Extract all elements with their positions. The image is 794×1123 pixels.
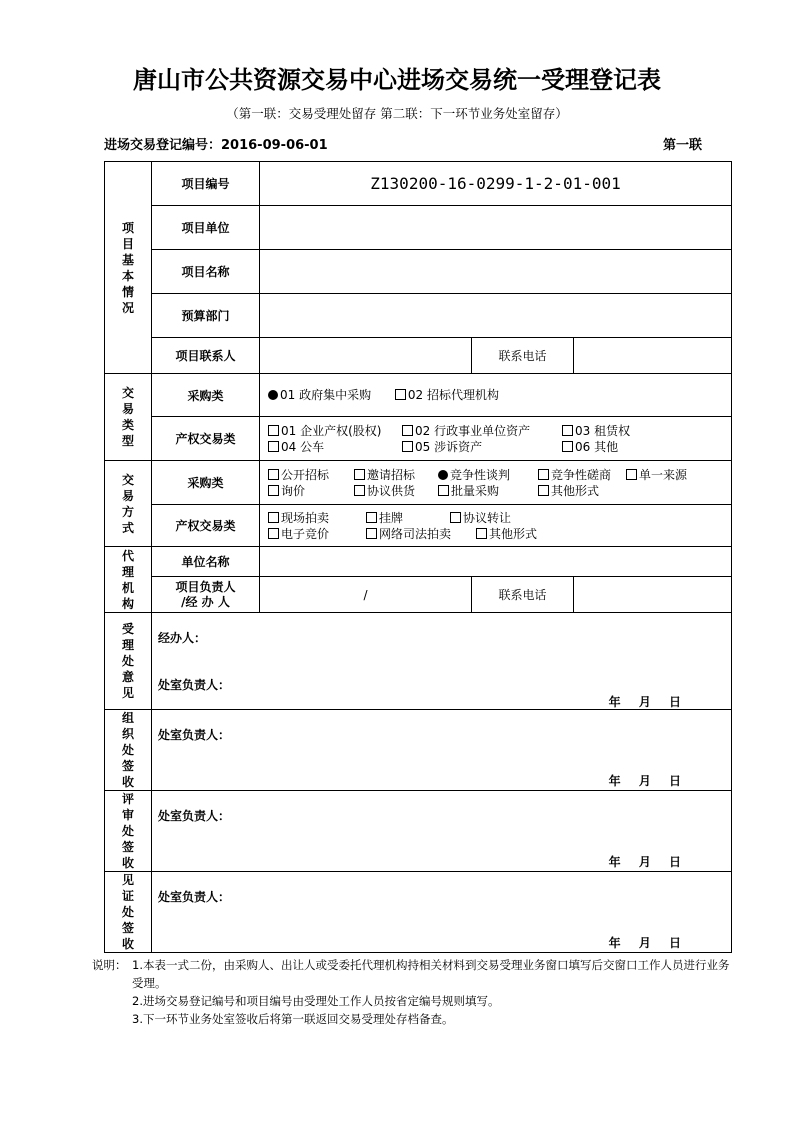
option-label: 竞争性磋商 [551, 467, 612, 482]
note-item [92, 992, 732, 1010]
project-code-value[interactable]: Z130200-16-0299-1-2-01-001 [260, 162, 732, 206]
checkbox-icon [402, 441, 413, 452]
option-label: 01 企业产权(股权) [281, 423, 382, 438]
page-subtitle: （第一联：交易受理处留存 第二联：下一环节业务处室留存） [226, 106, 568, 121]
section-trade-type [105, 374, 152, 461]
checkbox-icon [268, 425, 279, 436]
option-competitive-negotiation[interactable] [438, 467, 532, 483]
section-accept-opinion [105, 613, 152, 710]
notes [92, 956, 732, 1028]
option-label: 竞争性谈判 [450, 467, 511, 482]
section-agency-label: 代理机构 [121, 548, 134, 611]
option-enterprise-equity[interactable] [268, 423, 396, 439]
agency-unit-field[interactable] [260, 547, 732, 577]
note-text-1: 1.本表一式二份，由采购人、出让人或受委托代理机构持相关材料到交易受理业务窗口填写后交窗口工作人员进行业务受理。 [132, 958, 730, 990]
option-other[interactable] [562, 439, 618, 455]
agency-unit-label: 单位名称 [152, 547, 260, 577]
trade-type-purchase-label: 采购类 [152, 374, 260, 417]
project-name-label: 项目名称 [152, 250, 260, 294]
checkbox-icon [268, 485, 279, 496]
project-unit-field[interactable] [260, 206, 732, 250]
project-contact-field[interactable] [260, 338, 472, 374]
agency-manager-label-line1: 项目负责人 [175, 579, 236, 594]
project-code-label: 项目编号 [152, 162, 260, 206]
agency-manager-label [152, 577, 260, 613]
option-onsite-auction[interactable] [268, 510, 360, 526]
checkbox-icon [438, 485, 449, 496]
review-head-label: 处室负责人： [158, 809, 231, 823]
checkbox-icon [366, 512, 377, 523]
checkbox-icon [395, 389, 406, 400]
budget-dept-field[interactable] [260, 294, 732, 338]
witness-date: 年 月 日 [608, 936, 682, 950]
project-phone-label: 联系电话 [472, 338, 574, 374]
organize-date: 年 月 日 [608, 774, 682, 788]
accept-opinion-area[interactable] [152, 613, 732, 710]
section-trade-method-label: 交易方式 [121, 472, 134, 535]
checkbox-icon [562, 425, 573, 436]
option-label: 邀请招标 [367, 467, 416, 482]
trade-method-purchase-label: 采购类 [152, 461, 260, 505]
witness-sign-area[interactable] [152, 872, 732, 953]
option-label: 协议转让 [463, 510, 512, 525]
section-organize-label: 组织处签收 [121, 711, 134, 789]
option-label: 其他形式 [551, 483, 600, 498]
option-label: 02 招标代理机构 [407, 388, 500, 402]
option-bulk-purchase[interactable] [438, 483, 532, 499]
option-label: 挂牌 [379, 510, 404, 525]
section-review-sign [105, 791, 152, 872]
accept-handler-label: 经办人： [158, 631, 207, 645]
checkbox-icon [354, 469, 365, 480]
page-title: 唐山市公共资源交易中心进场交易统一受理登记表 [133, 65, 661, 94]
option-admin-assets[interactable] [402, 423, 556, 439]
note-text-3: 3.下一环节业务处室签收后将第一联返回交易受理处存档备查。 [132, 1012, 454, 1026]
accept-date: 年 月 日 [608, 695, 682, 709]
option-official-car[interactable] [268, 439, 396, 455]
option-agreement-transfer[interactable] [450, 510, 511, 526]
registration-form [104, 161, 732, 953]
project-phone-field[interactable] [574, 338, 732, 374]
option-label: 单一来源 [639, 467, 688, 482]
option-listing[interactable] [366, 510, 444, 526]
trade-type-property-options [260, 417, 732, 461]
project-contact-label: 项目联系人 [152, 338, 260, 374]
copy-label: 第一联 [662, 138, 702, 153]
section-agency [105, 547, 152, 613]
checkbox-icon [268, 512, 279, 523]
option-competitive-consultation[interactable] [538, 467, 620, 483]
checkbox-icon [354, 485, 365, 496]
option-single-source[interactable] [626, 467, 687, 483]
option-label: 公开招标 [281, 467, 330, 482]
option-label: 现场拍卖 [281, 510, 330, 525]
checkbox-icon [476, 528, 487, 539]
radio-selected-icon [438, 470, 448, 480]
checkbox-icon [402, 425, 413, 436]
option-label: 网络司法拍卖 [379, 526, 452, 541]
option-label: 03 租赁权 [575, 423, 631, 438]
option-label: 02 行政事业单位资产 [415, 423, 531, 438]
section-trade-type-label: 交易类型 [121, 386, 134, 448]
option-label: 01 政府集中采购 [280, 388, 372, 402]
review-date: 年 月 日 [608, 855, 682, 869]
section-trade-method [105, 461, 152, 547]
checkbox-icon [268, 528, 279, 539]
checkbox-icon [562, 441, 573, 452]
checkbox-icon [538, 485, 549, 496]
section-accept-label: 受理处意见 [121, 622, 134, 700]
agency-phone-label: 联系电话 [472, 577, 574, 613]
section-witness-sign [105, 872, 152, 953]
option-other-forms[interactable] [476, 526, 537, 542]
trade-method-property-label: 产权交易类 [152, 505, 260, 547]
trade-type-purchase-options [260, 374, 732, 417]
section-review-label: 评审处签收 [121, 792, 134, 870]
section-basic-label: 项目基本情况 [121, 220, 134, 315]
option-lease-right[interactable] [562, 423, 630, 439]
option-label: 其他形式 [489, 526, 538, 541]
option-label: 05 涉诉资产 [415, 439, 483, 454]
section-basic-info [105, 162, 152, 374]
option-label: 协议供货 [367, 483, 416, 498]
organize-sign-area[interactable] [152, 710, 732, 791]
option-label: 06 其他 [575, 439, 619, 454]
option-open-tender[interactable] [268, 467, 348, 483]
trade-type-property-label: 产权交易类 [152, 417, 260, 461]
witness-head-label: 处室负责人： [158, 890, 231, 904]
checkbox-icon [538, 469, 549, 480]
accept-head-label: 处室负责人： [158, 678, 231, 692]
option-agreement-supply[interactable] [354, 483, 432, 499]
checkbox-icon [268, 441, 279, 452]
option-gov-central-purchase[interactable] [268, 387, 371, 403]
checkbox-icon [268, 469, 279, 480]
checkbox-icon [366, 528, 377, 539]
agency-manager-value[interactable]: / [260, 577, 472, 613]
section-witness-label: 见证处签收 [121, 873, 134, 951]
agency-phone-field[interactable] [574, 577, 732, 613]
note-item [92, 956, 732, 992]
section-organize-sign [105, 710, 152, 791]
registration-number: 进场交易登记编号：2016-09-06-01 [104, 138, 328, 153]
option-label: 04 公车 [281, 439, 325, 454]
project-unit-label: 项目单位 [152, 206, 260, 250]
option-inquiry[interactable] [268, 483, 348, 499]
option-label: 批量采购 [451, 483, 500, 498]
radio-selected-icon [268, 390, 278, 400]
option-label: 电子竞价 [281, 526, 330, 541]
checkbox-icon [626, 469, 637, 480]
option-label: 询价 [281, 483, 306, 498]
budget-dept-label: 预算部门 [152, 294, 260, 338]
option-litigation-assets[interactable] [402, 439, 556, 455]
organize-head-label: 处室负责人： [158, 728, 231, 742]
trade-method-property-options [260, 505, 732, 547]
note-text-2: 2.进场交易登记编号和项目编号由受理处工作人员按省定编号规则填写。 [132, 994, 500, 1008]
option-e-bidding[interactable] [268, 526, 360, 542]
agency-manager-label-line2: /经 办 人 [181, 594, 230, 609]
project-name-field[interactable] [260, 250, 732, 294]
notes-lead: 说明： [92, 958, 127, 972]
checkbox-icon [450, 512, 461, 523]
option-tender-agency[interactable] [395, 387, 499, 403]
note-item [92, 1010, 732, 1028]
option-invited-tender[interactable] [354, 467, 432, 483]
trade-method-purchase-options [260, 461, 732, 505]
review-sign-area[interactable] [152, 791, 732, 872]
option-online-judicial-auction[interactable] [366, 526, 470, 542]
option-other-forms[interactable] [538, 483, 599, 499]
